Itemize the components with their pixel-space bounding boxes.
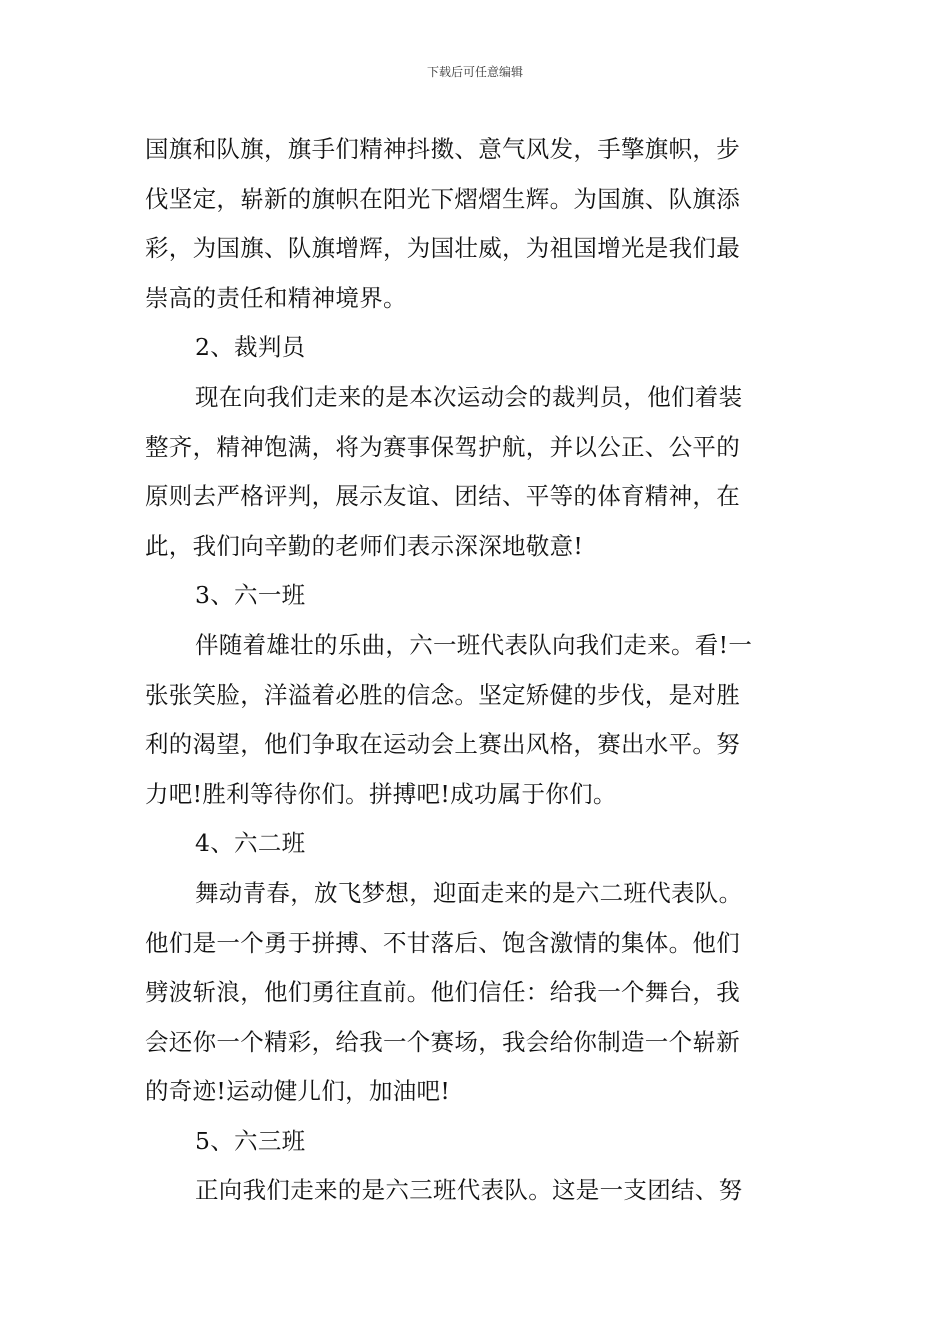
paragraph-line: 崇高的责任和精神境界。 — [145, 283, 407, 312]
paragraph-line: 舞动青春，放飞梦想，迎面走来的是六二班代表队。 — [195, 878, 743, 907]
paragraph-line: 利的渴望，他们争取在运动会上赛出风格，赛出水平。努 — [145, 730, 740, 759]
section-heading-class-6-2: 4、六二班 — [195, 829, 306, 858]
paragraph-line: 彩，为国旗、队旗增辉，为国壮威，为祖国增光是我们最 — [145, 234, 740, 263]
document-body — [145, 125, 807, 1216]
paragraph-line: 伴随着雄壮的乐曲，六一班代表队向我们走来。看!一 — [195, 630, 753, 659]
section-heading-class-6-3: 5、六三班 — [195, 1126, 306, 1155]
paragraph-line: 伐坚定，崭新的旗帜在阳光下熠熠生辉。为国旗、队旗添 — [145, 184, 740, 213]
paragraph-line: 整齐，精神饱满，将为赛事保驾护航，并以公正、公平的 — [145, 432, 740, 461]
paragraph-line: 的奇迹!运动健儿们，加油吧! — [145, 1077, 451, 1106]
paragraph-line: 原则去严格评判，展示友谊、团结、平等的体育精神，在 — [145, 482, 740, 511]
page-header: 下载后可任意编辑 — [426, 65, 523, 79]
paragraph-line: 会还你一个精彩，给我一个赛场，我会给你制造一个崭新 — [145, 1027, 740, 1056]
section-heading-class-6-1: 3、六一班 — [195, 581, 306, 610]
paragraph-line: 国旗和队旗，旗手们精神抖擞、意气风发，手擎旗帜，步 — [145, 135, 740, 163]
paragraph-line: 他们是一个勇于拼搏、不甘落后、饱含激情的集体。他们 — [145, 928, 740, 957]
paragraph-line: 现在向我们走来的是本次运动会的裁判员，他们着装 — [195, 382, 743, 411]
paragraph-line: 张张笑脸，洋溢着必胜的信念。坚定矫健的步伐，是对胜 — [145, 680, 740, 709]
paragraph-line: 力吧!胜利等待你们。拼搏吧!成功属于你们。 — [145, 779, 617, 808]
section-heading-referees: 2、裁判员 — [195, 333, 306, 362]
paragraph-line: 劈波斩浪，他们勇往直前。他们信任：给我一个舞台，我 — [145, 978, 740, 1007]
paragraph-line: 正向我们走来的是六三班代表队。这是一支团结、努 — [195, 1176, 743, 1205]
paragraph-line: 此，我们向辛勤的老师们表示深深地敬意! — [145, 531, 584, 560]
